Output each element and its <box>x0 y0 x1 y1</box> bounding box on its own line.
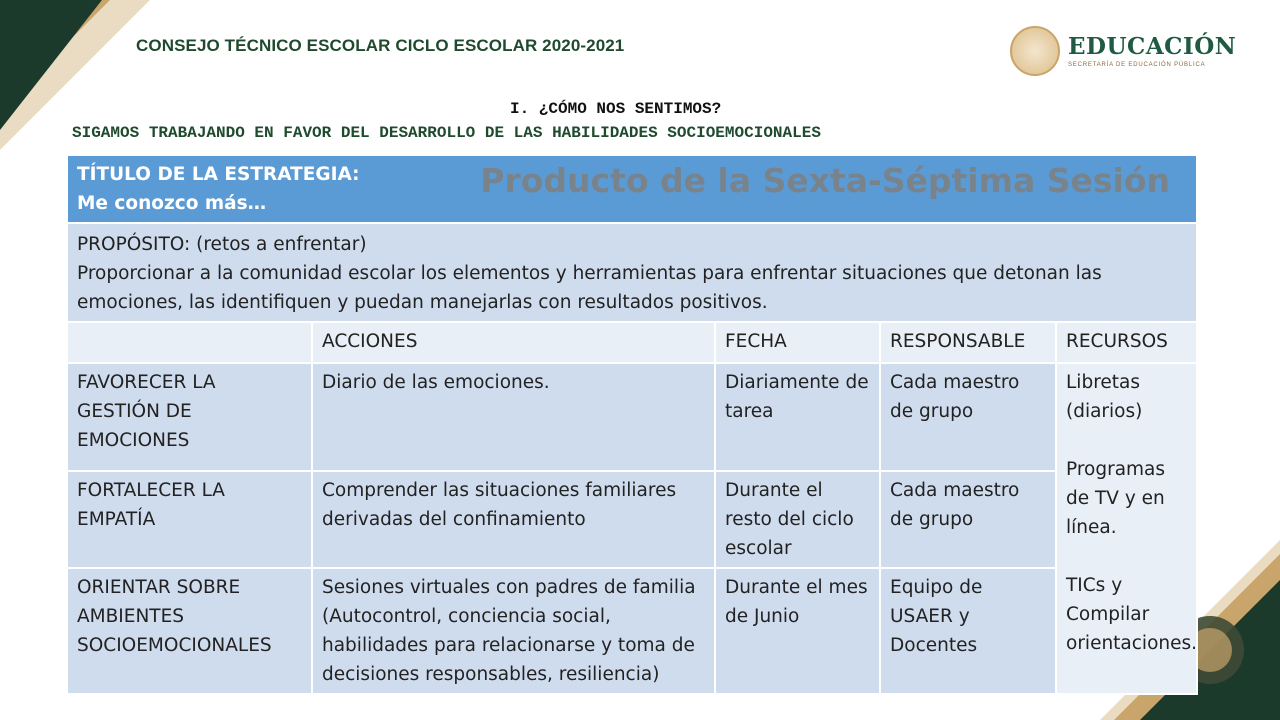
responsible-cell: Cada maestro de grupo <box>880 471 1056 568</box>
header-row <box>67 322 1197 363</box>
objective-cell: FAVORECER LA GESTIÓN DE EMOCIONES <box>67 363 312 471</box>
resource-item: Libretas (diarios) <box>1066 372 1143 422</box>
table-row <box>67 471 1197 568</box>
table-row <box>67 568 1197 694</box>
title-label: TÍTULO DE LA ESTRATEGIA: <box>77 164 360 185</box>
table-row <box>67 363 1197 471</box>
section-heading: I. ¿CÓMO NOS SENTIMOS? <box>510 100 722 118</box>
purpose-cell <box>67 223 1197 322</box>
resource-item: TICs y Compilar orientaciones. <box>1066 575 1198 654</box>
header-responsable: RESPONSABLE <box>880 322 1056 363</box>
header-title: CONSEJO TÉCNICO ESCOLAR CICLO ESCOLAR 2020-2021 <box>136 36 625 55</box>
date-cell: Diariamente de tarea <box>715 363 880 471</box>
action-cell: Diario de las emociones. <box>312 363 715 471</box>
purpose-text: Proporcionar a la comunidad escolar los elementos y herramientas para enfrentar situaciones que detonan las emociones, las identifiquen y puedan manejarlas con resultados positivos. <box>77 263 1102 313</box>
responsible-cell: Cada maestro de grupo <box>880 363 1056 471</box>
title-row <box>67 155 1197 223</box>
action-cell: Sesiones virtuales con padres de familia (Autocontrol, conciencia social, habilidades para relacionarse y toma de decisiones responsables, resiliencia) <box>312 568 715 694</box>
action-cell: Comprender las situaciones familiares derivadas del confinamiento <box>312 471 715 568</box>
header-recursos: RECURSOS <box>1056 322 1197 363</box>
title-value: Me conozco más… <box>77 193 267 214</box>
education-logo <box>1010 26 1236 76</box>
responsible-cell: Equipo de USAER y Docentes <box>880 568 1056 694</box>
logo-main-text: EDUCACIÓN <box>1068 33 1237 60</box>
date-cell: Durante el resto del ciclo escolar <box>715 471 880 568</box>
logo-sub-text: SECRETARÍA DE EDUCACIÓN PÚBLICA <box>1068 62 1206 68</box>
product-watermark: Producto de la Sexta-Séptima Sesión <box>480 161 1171 200</box>
resource-item: Programas de TV y en línea. <box>1066 459 1166 538</box>
date-cell: Durante el mes de Junio <box>715 568 880 694</box>
header-acciones: ACCIONES <box>312 322 715 363</box>
purpose-label: PROPÓSITO: (retos a enfrentar) <box>77 234 367 255</box>
title-cell <box>67 155 1197 223</box>
strategy-table <box>66 154 1198 695</box>
seal-icon <box>1010 26 1060 76</box>
header-fecha: FECHA <box>715 322 880 363</box>
resources-cell <box>1056 363 1197 694</box>
section-subheading: SIGAMOS TRABAJANDO EN FAVOR DEL DESARROLLO DE LAS HABILIDADES SOCIOEMOCIONALES <box>72 124 821 142</box>
purpose-row <box>67 223 1197 322</box>
objective-cell: FORTALECER LA EMPATÍA <box>67 471 312 568</box>
objective-cell: ORIENTAR SOBRE AMBIENTES SOCIOEMOCIONALES <box>67 568 312 694</box>
header-blank <box>67 322 312 363</box>
